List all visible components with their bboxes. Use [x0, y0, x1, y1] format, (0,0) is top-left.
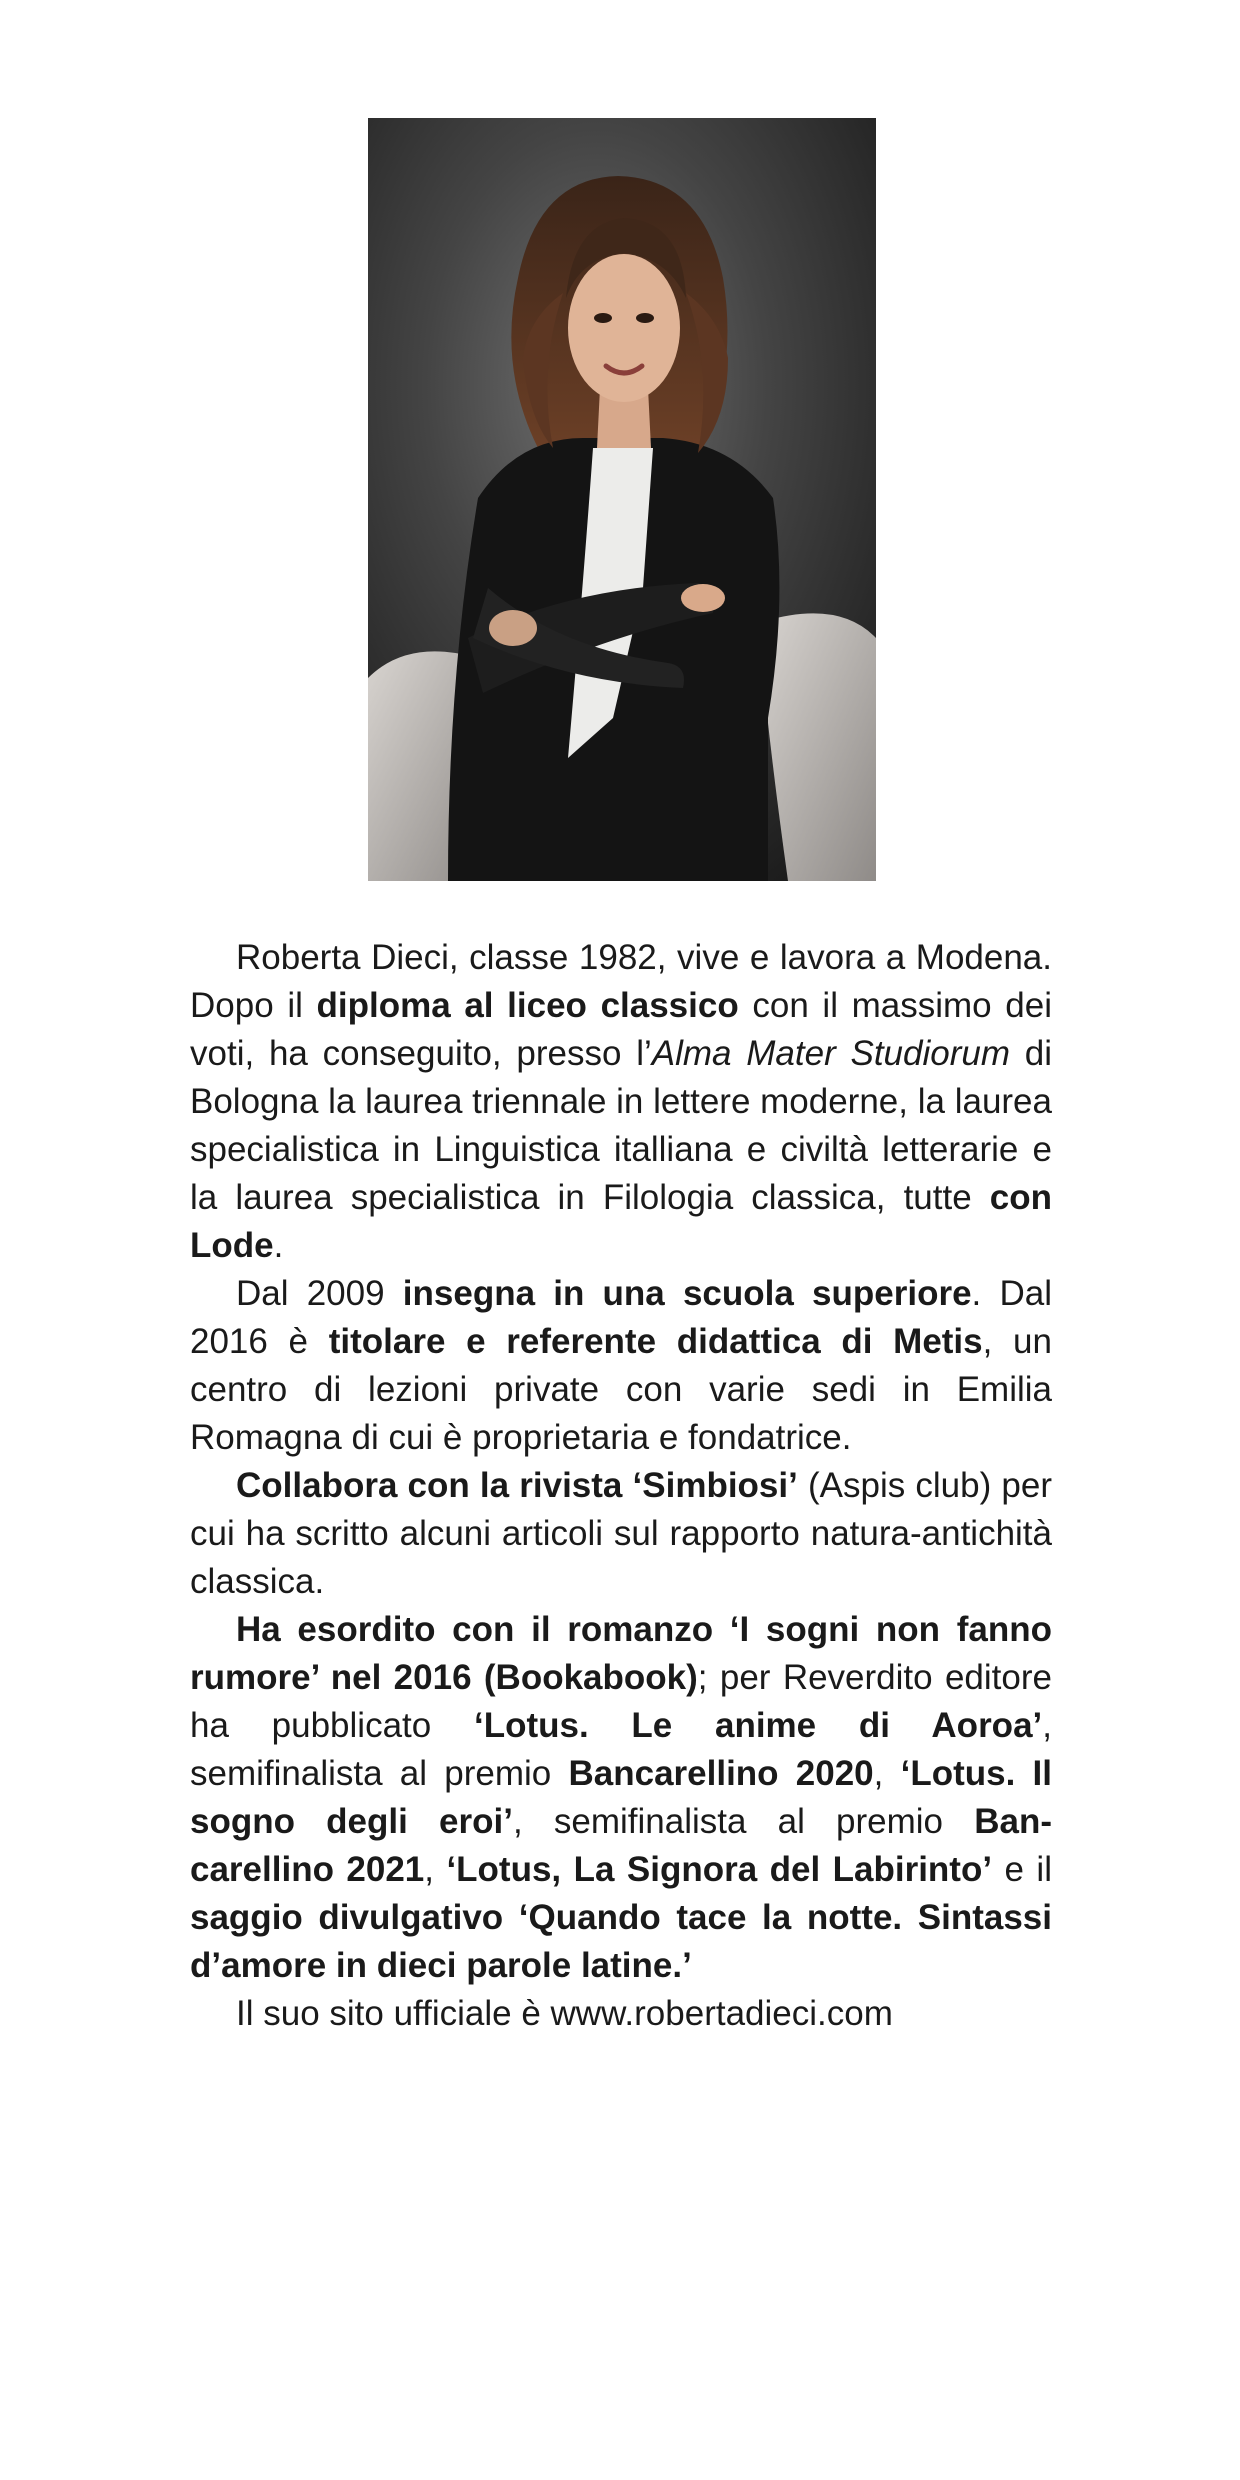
bio-text: ,: [873, 1754, 901, 1793]
bio-text: Dal 2009: [236, 1274, 403, 1313]
bio-emphasis-text: titolare e referente didattica di Metis: [328, 1322, 983, 1361]
bio-paragraph: [190, 1462, 1052, 1606]
bio-paragraph: [190, 1990, 1052, 2038]
bio-text: Roberta Dieci, classe 1982, vive e lavora a Modena. Dopo il: [190, 938, 1052, 1025]
author-bio: [190, 934, 1052, 2038]
bio-emphasis-text: saggio divulgativo ‘Quando tace la notte. Sintassi d’amore in dieci parole latine.’: [190, 1898, 1052, 1985]
bio-emphasis-text: con Lode: [190, 1178, 1052, 1265]
bio-paragraph: [190, 1606, 1052, 1990]
bio-paragraph: [190, 934, 1052, 1270]
bio-emphasis-text: insegna in una scuola superiore: [402, 1274, 972, 1313]
bio-text: , semifinalista al premio: [190, 1706, 1052, 1793]
bio-emphasis-text: ‘Lotus, La Signora del Labirinto’: [446, 1850, 993, 1889]
bio-text: di Bologna la laurea triennale in lettere moderne, la laurea specialistica in Linguistica italliana e civiltà letterarie e la laurea specialistica in Filologia classica, tutte: [190, 1034, 1052, 1217]
bio-text: con il massimo dei voti, ha conseguito, presso l’: [190, 986, 1052, 1073]
bio-emphasis-text: Bancarellino 2021: [190, 1802, 1052, 1889]
bio-text: e il: [992, 1850, 1052, 1889]
bio-italic-text: Alma Mater Studiorum: [651, 1034, 1010, 1073]
bio-emphasis-text: Ha esordito con il romanzo ‘I sogni non fanno rumore’ nel 2016 (Bookabook): [190, 1610, 1052, 1697]
bio-emphasis-text: Collabora con la rivista ‘Simbiosi’: [236, 1466, 798, 1505]
bio-text: , un centro di lezioni private con varie sedi in Emilia Romagna di cui è proprietaria e fondatrice.: [190, 1322, 1052, 1457]
bio-text: ,: [424, 1850, 447, 1889]
author-portrait-image: [368, 118, 876, 881]
author-photo: [368, 118, 876, 881]
bio-text: Il suo sito ufficiale è www.robertadieci.com: [236, 1994, 893, 2033]
bio-text: (Aspis club) per cui ha scritto alcuni articoli sul rapporto natura-antichità classica.: [190, 1466, 1052, 1601]
bio-text: .: [273, 1226, 284, 1265]
bio-text: . Dal 2016 è: [190, 1274, 1052, 1361]
bio-emphasis-text: Bancarellino 2020: [568, 1754, 874, 1793]
bio-text: , semifinalista al premio: [512, 1802, 975, 1841]
bio-text: ; per Reverdito editore ha pubblicato: [190, 1658, 1052, 1745]
bio-paragraph: [190, 1270, 1052, 1462]
bio-emphasis-text: diploma al liceo classico: [316, 986, 739, 1025]
bio-emphasis-text: ‘Lotus. Le anime di Aoroa’: [473, 1706, 1043, 1745]
bio-emphasis-text: ‘Lotus. Il sogno degli eroi’: [190, 1754, 1053, 1841]
